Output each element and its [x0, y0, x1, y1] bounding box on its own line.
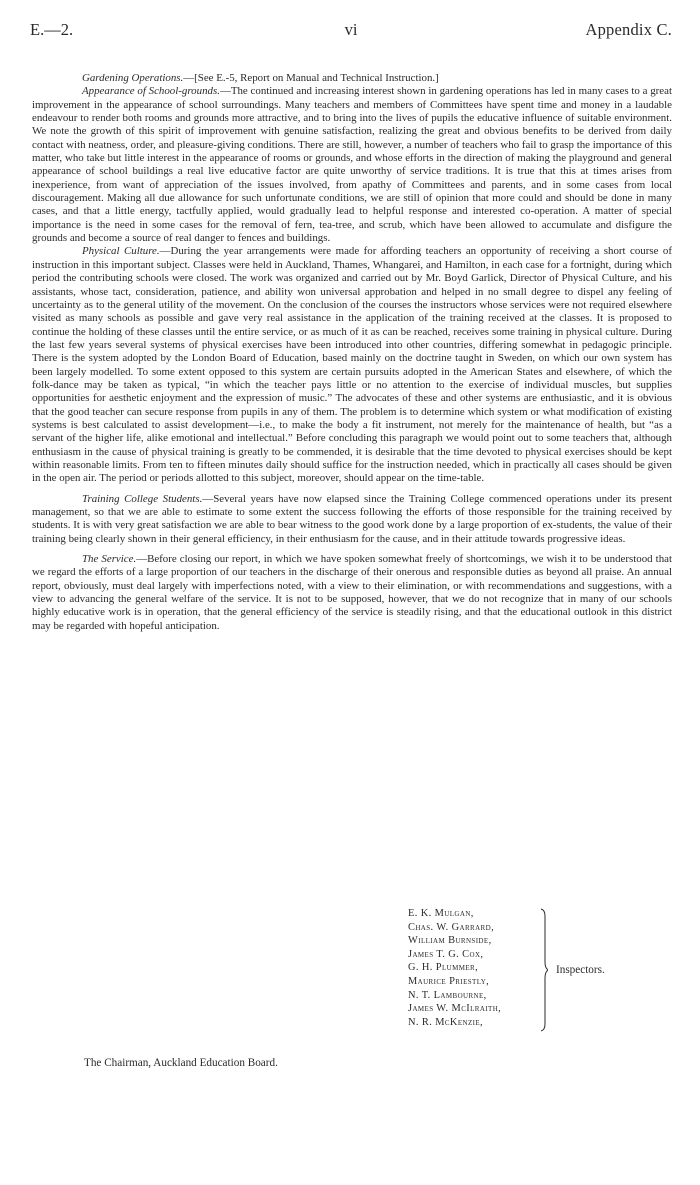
report-body [32, 72, 672, 633]
paragraph-text: —During the year arrangements were made for affording teachers an opportunity of receiving a short course of instruction in this important subject. Classes were held in Auckland, Thames, Whangarei, and Hamilton, in each case for a fortnight, during which period the contributing schools were closed. The work was organized and carried out by Mr. Boyd Garlick, Director of Physical Culture, and his assistants, whose tact, consideration, patience, and ability won universal approbation and helped in no small degree to dispel any feeling of uncertainty as to the general utility of the movement. On the conclusion of the courses the instructors whose services were not required elsewhere visited as many schools as possible and gave very real assistance in the application of the training received at the classes. It is proposed to continue the holding of these classes until the entire service, or as much of it as can be reached, receives some training in physical culture. During the last few years several systems of physical exercises have been introduced into other countries, differing somewhat in pedagogic principle. There is the system adopted by the London Board of Education, based mainly on the doctrine taught in Sweden, on which our own system has been largely modelled. To some extent opposed to this system are certain pursuits adopted in the American States and elsewhere, of which the folk-dance may be taken as typical, “in which the teacher pays little or no attention to the exercise of individual muscles, but supplies opportunities for aesthetic enjoyment and the expression of music.” The advocates of these and other systems are enthusiastic, and it is obvious that the good teacher can secure response from pupils in any of them. The problem is to determine which system or what modification of existing systems is best calculated to assist development—i.e., to make the body a fit instrument, not merely for the maintenance of health, but “as a servant of the higher life, alike emotional and intellectual.” Before concluding this paragraph we would point out to some teachers that, although enthusiasm in the cause of physical training is greatly to be commended, it is desirable that the time devoted to physical exercises should be kept within reasonable limits. From ten to fifteen minutes daily should suffice for the instruction needed, which in practically all cases should be given in the open air. The period or periods allotted to this subject, moreover, should appear on the time-table. [32, 245, 673, 485]
signatory-list [408, 907, 501, 1029]
signatory-name: Chas. W. Garrard, [408, 921, 495, 933]
signatory-name: N. R. McKenzie, [408, 1016, 484, 1028]
signatory-role: Inspectors. [556, 964, 605, 976]
paragraph-text: —[See E.-5, Report on Manual and Technical Instruction.] [183, 72, 439, 84]
signatory-name: E. K. Mulgan, [408, 908, 474, 919]
paragraph-gardening-operations [32, 72, 672, 85]
signatory-name: G. H. Plummer, [408, 962, 479, 974]
paragraph-text: —Several years have now elapsed since the Training College commenced operations under its present management, so that we are able to estimate to some extent the success following the efforts of those responsible for the training received by students. It is with very great satisfaction we are able to bear witness to the good work done by a large proportion of ex-students, the value of their training being clearly shown in their general efficiency, in their enthusiasm for the cause, and in their attitude towards progressive ideas. [32, 492, 672, 545]
paragraph-heading: The Service. [82, 553, 137, 566]
paragraph-heading: Training College Students. [82, 492, 203, 505]
signatory-name: James T. G. Cox, [408, 948, 484, 960]
page-number: vi [344, 20, 358, 39]
appendix-label: Appendix C. [585, 20, 672, 39]
signatory-name: William Burnside, [408, 935, 492, 947]
signatory-name: James W. McIlraith, [408, 1003, 502, 1015]
addressee: The Chairman, Auckland Education Board. [84, 1057, 278, 1069]
paragraph-physical-culture [32, 245, 672, 485]
paragraph-the-service [32, 553, 672, 633]
signatory-name: N. T. Lambourne, [408, 989, 487, 1001]
paragraph-text: —The continued and increasing interest shown in gardening operations has led in many cases to a great improvement in the appearance of school surroundings. Many teachers and members of Committees have spent time and money in a laudable endeavour to render both rooms and grounds more attractive, and to bring into the lives of pupils the educative influence of suitable environment. We note the growth of this spirit of improvement with genuine satisfaction, realizing the great and obvious benefits to be derived from daily contact with neatness, order, and pleasure-giving conditions. There are still, however, a number of teachers who fail to grasp the importance of this matter, who take but little interest in the appearance of rooms or grounds, and whose efforts in the direction of making the playground and general appearance of school buildings a real live educative factor are quite unworthy of service traditions. It is true that this at times arises from inexperience, from want of appreciation of the issues involved, from apathy of Committees and parents, and in some cases from local discouragement. Making all due allowance for such unfortunate conditions, we are still of opinion that more could and should be done in many cases, and that a little energy, tactfully applied, would gradually lead to helpful response and interested co-operation. A matter of special importance is the need in some cases for the removal of fern, tea-tree, and scrub, which have been allowed to accumulate and disfigure the grounds and become a source of real danger to fences and buildings. [32, 85, 672, 245]
page-header [30, 20, 672, 46]
signatory-brace [540, 908, 548, 1032]
paragraph-appearance-of-school-grounds [32, 85, 672, 245]
paragraph-heading: Gardening Operations. [82, 72, 184, 84]
signatory-name: Maurice Priestly, [408, 975, 490, 987]
paragraph-text: —Before closing our report, in which we have spoken somewhat freely of shortcomings, we wish it to be understood that we regard the efforts of a large proportion of our teachers in the discharge of their onerous and responsible duties as beyond all praise. An annual report, obviously, must deal largely with imperfections noted, with a view to their elimination, or with recommendations and suggestions, with a view to advancing the general welfare of the service. It is not to be supposed, however, that we do not recognize that in many of our schools highly educative work is in operation, that the general efficiency of the service is steadily rising, and that the educational outlook in this district may be regarded with hopeful anticipation. [32, 553, 672, 632]
paragraph-heading: Appearance of School-grounds. [82, 85, 220, 98]
report-reference: E.—2. [30, 20, 74, 39]
paragraph-training-college-students [32, 493, 672, 546]
paragraph-heading: Physical Culture. [82, 245, 160, 258]
